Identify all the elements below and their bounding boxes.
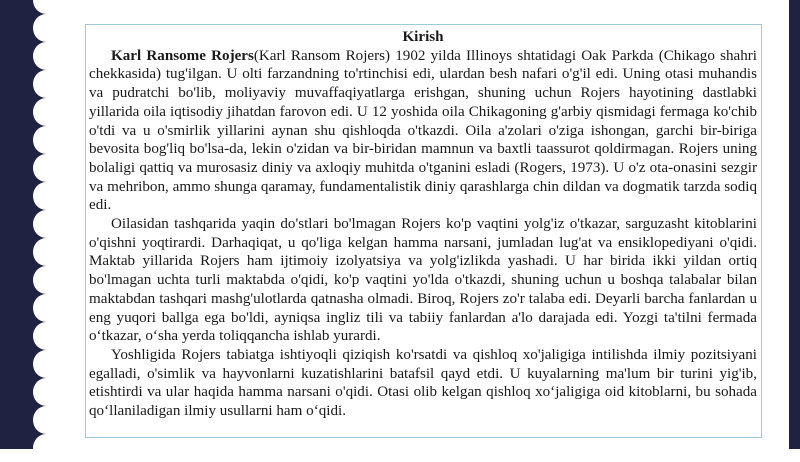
paragraph-text: Oilasidan tashqarida yaqin do'stlari bo'lmagan Rojers ko'p vaqtini yolg'iz o'tkazar, sarguzasht kitoblarini o'qishni yoqtirardi. Darhaqiqat, u qo'liga kelgan hamma narsani, jumladan lug'at va ensiklopediyani o'qidi. Maktab yillarida Rojers ham ijtimoiy izolyatsiya va yolg'izlikda yashadi. U har birida ikki yildan ortiq bo'lmagan uchta turli maktabda o'qidi, ko'p vaqtini yo'lda o'tkazdi, shuning uchun u boshqa talabalar bilan maktabdan tashqari mashg'ulotlarda qatnasha olmadi. Biroq, Rojers zo'r talaba edi. Deyarli barcha fanlardan u eng yuqori ballga ega bo'ldi, ayniqsa ingliz tili va tabiiy fanlardan a'lo darajada edi. Yozgi ta'tilni fermada o‘tkazar, o‘sha yerda toliqqancha ishlab yurardi.	[89, 216, 757, 345]
paragraph-text: (Karl Ransom Rojers) 1902 yilda Illinoys shtatidagi Oak Parkda (Chikago shahri chekkasida) tug'ilgan. U olti farzandning to'rtinchisi edi, ulardan besh nafari o'g'il edi. Uning otasi muhandis va pudratchi bo'lib, moliyaviy muvaffaqiyatlarga erishgan, shuning uchun Rojers hayotining dastlabki yillarida oila iqtisodiy jihatdan farovon edi. U 12 yoshida oila Chikagoning g'arbiy qismidagi fermaga ko'chib o'tdi va u o'smirlik yillarini aynan shu qishloqda o'tkazdi. Oila a'zolari o'ziga ishongan, garchi bir-biriga bevosita bog'liq bo'lsa-da, lekin o'zidan va bir-biridan mamnun va baxtli taassurot qoldirmagan. Rojers uning bolaligi qattiq va murosasiz diniy va axloqiy muhitda o'tganini esladi (Rogers, 1973). U o'z ota-onasini sezgir va mehribon, ammo shunga qaramay, fundamentalistik diniy qarashlarga chin dildan va dogmatik tarzda sodiq edi.	[89, 47, 757, 214]
right-decorative-band	[789, 0, 800, 449]
scallop-shape	[33, 98, 59, 126]
scallop-shape	[33, 378, 59, 406]
left-decorative-band	[0, 0, 46, 449]
paragraph-1	[89, 47, 757, 215]
scallop-shape	[33, 126, 59, 154]
paragraph-text: Yoshligida Rojers tabiatga ishtiyoqli qiziqish ko'rsatdi va qishloq xo'jaligiga intilishda ilmiy pozitsiyani egalladi, o'simlik va hayvonlarni kuzatishlarini batafsil qayd etdi. U kuyalarning ma'lum bir turini yig'ib, etishtirdi va ular haqida hamma narsani o'qidi. Otasi olib kelgan qishloq xo‘jaligiga oid kitoblarni, bu sohada qo‘llaniladigan ilmiy usullarni ham o‘qidi.	[89, 346, 757, 420]
scallop-shape	[33, 70, 59, 98]
scallop-shape	[33, 294, 59, 322]
scallop-shape	[33, 182, 59, 210]
scallop-shape	[33, 406, 59, 434]
scallop-shape	[33, 210, 59, 238]
scallop-shape	[33, 42, 59, 70]
scallop-shape	[33, 14, 59, 42]
scallop-shape	[33, 350, 59, 378]
scallop-shape	[33, 266, 59, 294]
scallop-shape	[33, 154, 59, 182]
document-title: Kirish	[402, 29, 444, 45]
scallop-shape	[33, 434, 59, 462]
paragraph-2	[89, 215, 757, 346]
scallop-shape	[33, 322, 59, 350]
scallop-shape	[33, 238, 59, 266]
document-body	[89, 28, 757, 421]
paragraph-3	[89, 346, 757, 421]
paragraph-lead-name: Karl Ransome Rojers	[111, 47, 254, 64]
